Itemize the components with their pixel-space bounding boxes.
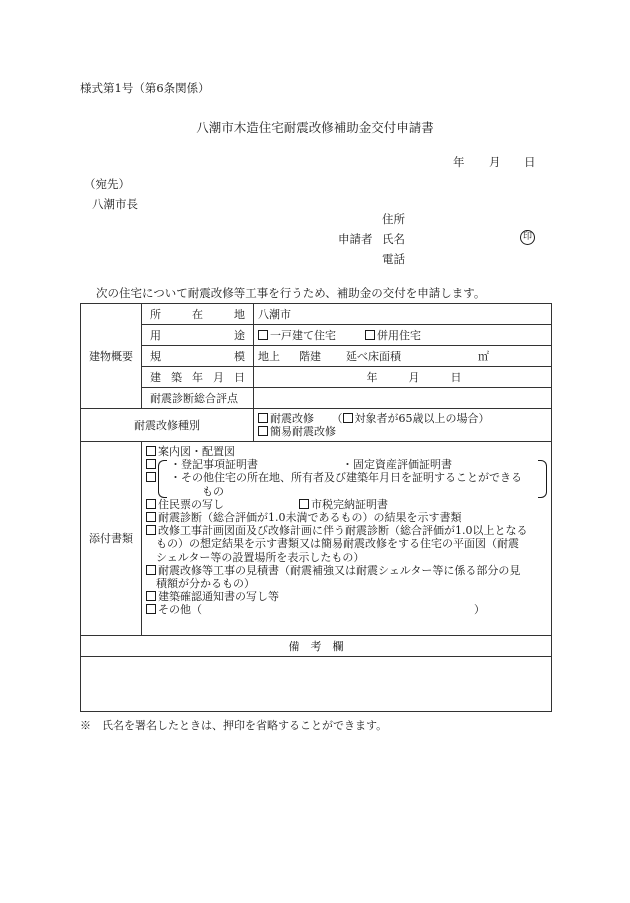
addressee-name: 八潮市長 bbox=[92, 197, 138, 211]
attachment-map[interactable]: 案内図・配置図 bbox=[146, 445, 547, 458]
checkbox-icon bbox=[365, 330, 375, 340]
applicant-phone-label: 電話 bbox=[382, 252, 405, 266]
diagnosis-score-field[interactable] bbox=[254, 388, 552, 409]
intro-text: 次の住宅について耐震改修等工事を行うため、補助金の交付を申請します。 bbox=[96, 286, 486, 300]
date-day: 日 bbox=[524, 155, 536, 169]
checkbox-icon bbox=[146, 604, 156, 614]
form-number: 様式第1号（第6条関係） bbox=[80, 81, 210, 95]
checkbox-icon bbox=[258, 426, 268, 436]
use-label: 用 途 bbox=[142, 325, 254, 346]
checkbox-icon[interactable] bbox=[146, 472, 156, 482]
checkbox-icon bbox=[258, 413, 268, 423]
checkbox-icon[interactable] bbox=[343, 413, 353, 423]
attachments-header: 添付書類 bbox=[81, 442, 142, 636]
date-month: 月 bbox=[489, 155, 501, 169]
bracket-right bbox=[538, 460, 547, 498]
checkbox-icon bbox=[146, 512, 156, 522]
checkbox-icon bbox=[146, 499, 156, 509]
application-table bbox=[80, 303, 552, 712]
checkbox-icon bbox=[146, 525, 156, 535]
built-date-label: 建 築 年 月 日 bbox=[142, 367, 254, 388]
checkbox-icon bbox=[258, 330, 268, 340]
building-header: 建物概要 bbox=[81, 304, 142, 409]
attachment-tax-certificate[interactable]: 市税完納証明書 bbox=[299, 498, 388, 511]
date-year: 年 bbox=[453, 155, 465, 169]
attachment-ownership-group: ・登記事項証明書 ・固定資産評価証明書 ・その他住宅の所在地、所有者及び建築年月日を証明することができる もの bbox=[146, 458, 547, 498]
footnote: ※ 氏名を署名したときは、押印を省略することができます。 bbox=[80, 719, 388, 732]
retrofit-option-simple[interactable]: 簡易耐震改修 bbox=[258, 425, 547, 438]
scale-label: 規 模 bbox=[142, 346, 254, 367]
attachments-list bbox=[142, 442, 552, 636]
use-option-detached[interactable]: 一戸建て住宅 bbox=[258, 329, 336, 342]
addressee-label: （宛先） bbox=[84, 177, 130, 191]
attachment-building-confirmation[interactable]: 建築確認通知書の写し等 bbox=[146, 590, 547, 603]
use-option-mixed[interactable]: 併用住宅 bbox=[365, 329, 421, 342]
attachment-plan-drawings[interactable]: 改修工事計画図面及び改修計画に伴う耐震診断（総合評価が1.0以上となる もの）の想定結果を示す書類又は簡易耐震改修をする住宅の平面図（耐震 シェルター等の設置場所を表示したもの） bbox=[146, 524, 547, 564]
diagnosis-score-label: 耐震診断総合評点 bbox=[142, 388, 254, 409]
checkbox-icon bbox=[299, 499, 309, 509]
retrofit-field bbox=[254, 409, 552, 442]
attachment-estimate[interactable]: 耐震改修等工事の見積書（耐震補強又は耐震シェルター等に係る部分の見 積額が分かるもの） bbox=[146, 564, 547, 590]
attachment-other[interactable]: その他（ ） bbox=[146, 603, 547, 616]
remarks-field[interactable] bbox=[81, 657, 552, 712]
scale-field[interactable]: 地上 階建 延べ床面積 ㎡ bbox=[254, 346, 552, 367]
checkbox-icon bbox=[146, 591, 156, 601]
attachment-diagnosis-result[interactable]: 耐震診断（総合評価が1.0未満であるもの）の結果を示す書類 bbox=[146, 511, 547, 524]
use-field bbox=[254, 325, 552, 346]
retrofit-option-standard[interactable]: 耐震改修 （ 対象者が65歳以上の場合） bbox=[258, 412, 547, 425]
location-label: 所 在 地 bbox=[142, 304, 254, 325]
checkbox-icon bbox=[146, 446, 156, 456]
built-date-field[interactable]: 年 月 日 bbox=[254, 367, 552, 388]
applicant-name-label: 氏名 bbox=[382, 232, 405, 246]
retrofit-header: 耐震改修種別 bbox=[81, 409, 254, 442]
checkbox-icon bbox=[146, 565, 156, 575]
remarks-header: 備 考 欄 bbox=[81, 636, 552, 657]
attachment-resident-card[interactable]: 住民票の写し bbox=[146, 498, 224, 511]
seal-mark: 印 bbox=[520, 230, 535, 245]
location-value: 八潮市 bbox=[258, 307, 291, 321]
applicant-role-label: 申請者 bbox=[338, 232, 373, 246]
applicant-address-label: 住所 bbox=[382, 212, 405, 226]
document-title: 八潮市木造住宅耐震改修補助金交付申請書 bbox=[196, 120, 434, 135]
bracket-left bbox=[158, 460, 167, 498]
location-field[interactable] bbox=[254, 304, 552, 325]
checkbox-icon[interactable] bbox=[146, 459, 156, 469]
